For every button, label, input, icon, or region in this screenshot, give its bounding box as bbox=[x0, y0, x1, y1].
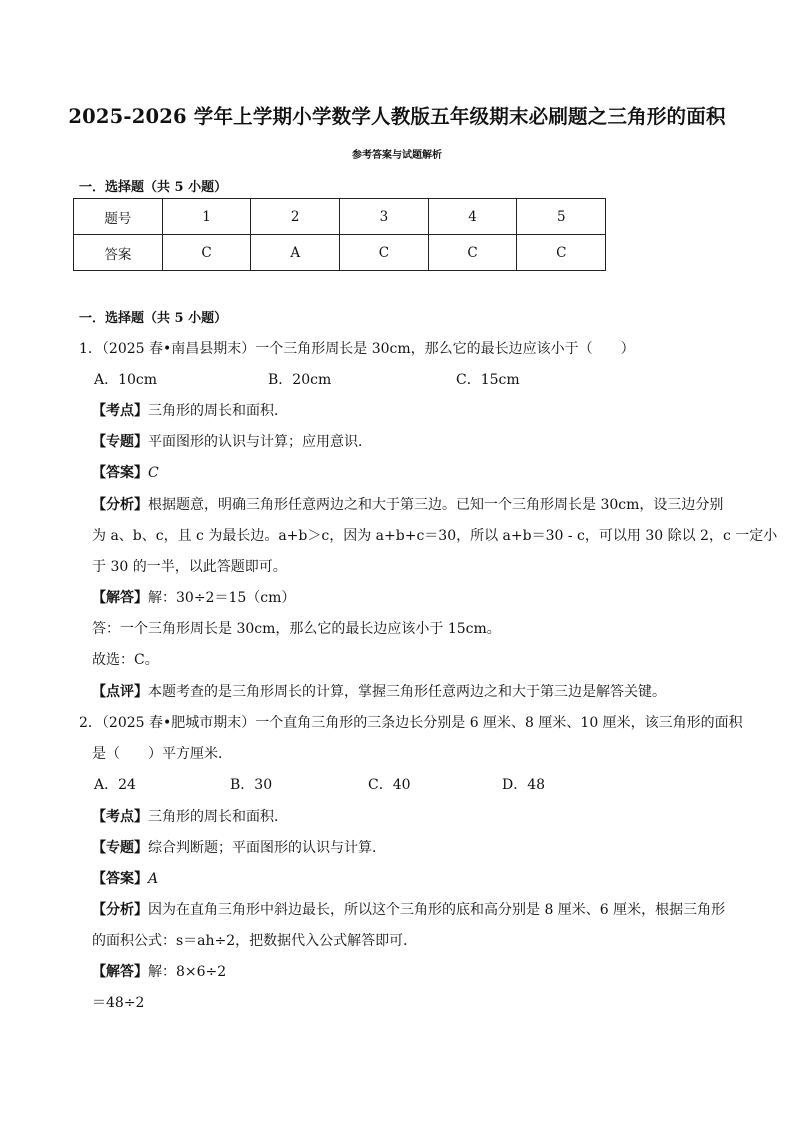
zhuanti-tag: 【专题】 bbox=[92, 434, 148, 450]
q2-fenxi bbox=[92, 901, 725, 919]
table-row bbox=[74, 199, 606, 235]
q1-choice-line: 故选：C。 bbox=[92, 652, 159, 668]
jieda-text: 解：30÷2＝15（cm） bbox=[148, 590, 296, 606]
q1-jieda bbox=[92, 589, 295, 607]
q1-fenxi-line-3: 于 30 的一半，以此答题即可。 bbox=[92, 559, 287, 575]
daan-tag: 【答案】 bbox=[92, 465, 148, 481]
table-cell: A bbox=[251, 235, 340, 271]
q1-kaodian bbox=[92, 402, 288, 420]
q2-option-b: B．30 bbox=[230, 777, 273, 793]
table-row bbox=[74, 235, 606, 271]
table-answer-label: 答案 bbox=[74, 235, 163, 271]
q2-jieda bbox=[92, 963, 226, 981]
kaodian-tag: 【考点】 bbox=[92, 809, 148, 825]
q2-step-1: ＝48÷2 bbox=[92, 995, 145, 1011]
table-cell: 1 bbox=[162, 199, 251, 235]
fenxi-tag: 【分析】 bbox=[92, 497, 148, 513]
kaodian-text: 三角形的周长和面积． bbox=[148, 809, 288, 825]
q1-zhuanti bbox=[92, 433, 372, 451]
zhuanti-tag: 【专题】 bbox=[92, 840, 148, 856]
table-cell: C bbox=[340, 235, 429, 271]
q2-stem: 2．（2025 春•肥城市期末）一个直角三角形的三条边长分别是 6 厘米、8 厘米、10 厘米，该三角形的面积 bbox=[79, 715, 743, 731]
jieda-text: 解：8×6÷2 bbox=[148, 964, 227, 980]
daan-tag: 【答案】 bbox=[92, 871, 148, 887]
q1-daan bbox=[92, 464, 159, 482]
table-cell: C bbox=[162, 235, 251, 271]
zhuanti-text: 平面图形的认识与计算；应用意识． bbox=[148, 434, 372, 450]
jieda-tag: 【解答】 bbox=[92, 590, 148, 606]
q2-kaodian bbox=[92, 808, 288, 826]
q1-option-a: A．10cm bbox=[94, 372, 158, 388]
q1-dianping bbox=[92, 683, 666, 701]
kaodian-tag: 【考点】 bbox=[92, 403, 148, 419]
zhuanti-text: 综合判断题；平面图形的认识与计算． bbox=[148, 840, 386, 856]
table-cell: 2 bbox=[251, 199, 340, 235]
q1-fenxi bbox=[92, 496, 723, 514]
q1-answer-line: 答：一个三角形周长是 30cm，那么它的最长边应该小于 15cm。 bbox=[92, 621, 501, 637]
daan-text: C bbox=[148, 465, 159, 481]
fenxi-tag: 【分析】 bbox=[92, 902, 148, 918]
q1-option-b: B．20cm bbox=[268, 372, 332, 388]
dianping-tag: 【点评】 bbox=[92, 684, 148, 700]
q2-fenxi-line-2: 的面积公式：s＝ah÷2，把数据代入公式解答即可． bbox=[92, 933, 418, 949]
q1-stem: 1．（2025 春•南昌县期末）一个三角形周长是 30cm，那么它的最长边应该小于（ ） bbox=[79, 341, 635, 357]
daan-text: A bbox=[148, 871, 159, 887]
q1-fenxi-line-2: 为 a、b、c，且 c 为最长边。a+b＞c，因为 a+b+c＝30，所以 a+b＝30 - c，可以用 30 除以 2，c 一定小 bbox=[92, 528, 778, 544]
fenxi-text-1: 根据题意，明确三角形任意两边之和大于第三边。已知一个三角形周长是 30cm，设三边分别 bbox=[148, 497, 724, 513]
q2-stem-line-2: 是（ ）平方厘米． bbox=[92, 746, 232, 762]
q2-option-c: C．40 bbox=[368, 777, 411, 793]
q2-option-d: D．48 bbox=[502, 777, 546, 793]
dianping-text: 本题考查的是三角形周长的计算，掌握三角形任意两边之和大于第三边是解答关键。 bbox=[148, 684, 666, 700]
q2-zhuanti bbox=[92, 839, 386, 857]
jieda-tag: 【解答】 bbox=[92, 964, 148, 980]
table-cell: 3 bbox=[340, 199, 429, 235]
table-cell: 4 bbox=[428, 199, 517, 235]
page-subtitle: 参考答案与试题解析 bbox=[352, 150, 442, 161]
q1-option-c: C．15cm bbox=[456, 372, 520, 388]
table-header-label: 题号 bbox=[74, 199, 163, 235]
answer-table bbox=[73, 198, 606, 271]
fenxi-text-1: 因为在直角三角形中斜边最长，所以这个三角形的底和高分别是 8 厘米、6 厘米，根据三角形 bbox=[148, 902, 726, 918]
table-cell: 5 bbox=[517, 199, 606, 235]
section-heading-repeat: 一．选择题（共 5 小题） bbox=[79, 311, 228, 326]
page-title: 2025-2026 学年上学期小学数学人教版五年级期末必刷题之三角形的面积 bbox=[68, 105, 726, 128]
q2-daan bbox=[92, 870, 158, 888]
table-cell: C bbox=[428, 235, 517, 271]
section-heading: 一．选择题（共 5 小题） bbox=[79, 180, 228, 195]
kaodian-text: 三角形的周长和面积． bbox=[148, 403, 288, 419]
q2-option-a: A．24 bbox=[94, 777, 136, 793]
table-cell: C bbox=[517, 235, 606, 271]
